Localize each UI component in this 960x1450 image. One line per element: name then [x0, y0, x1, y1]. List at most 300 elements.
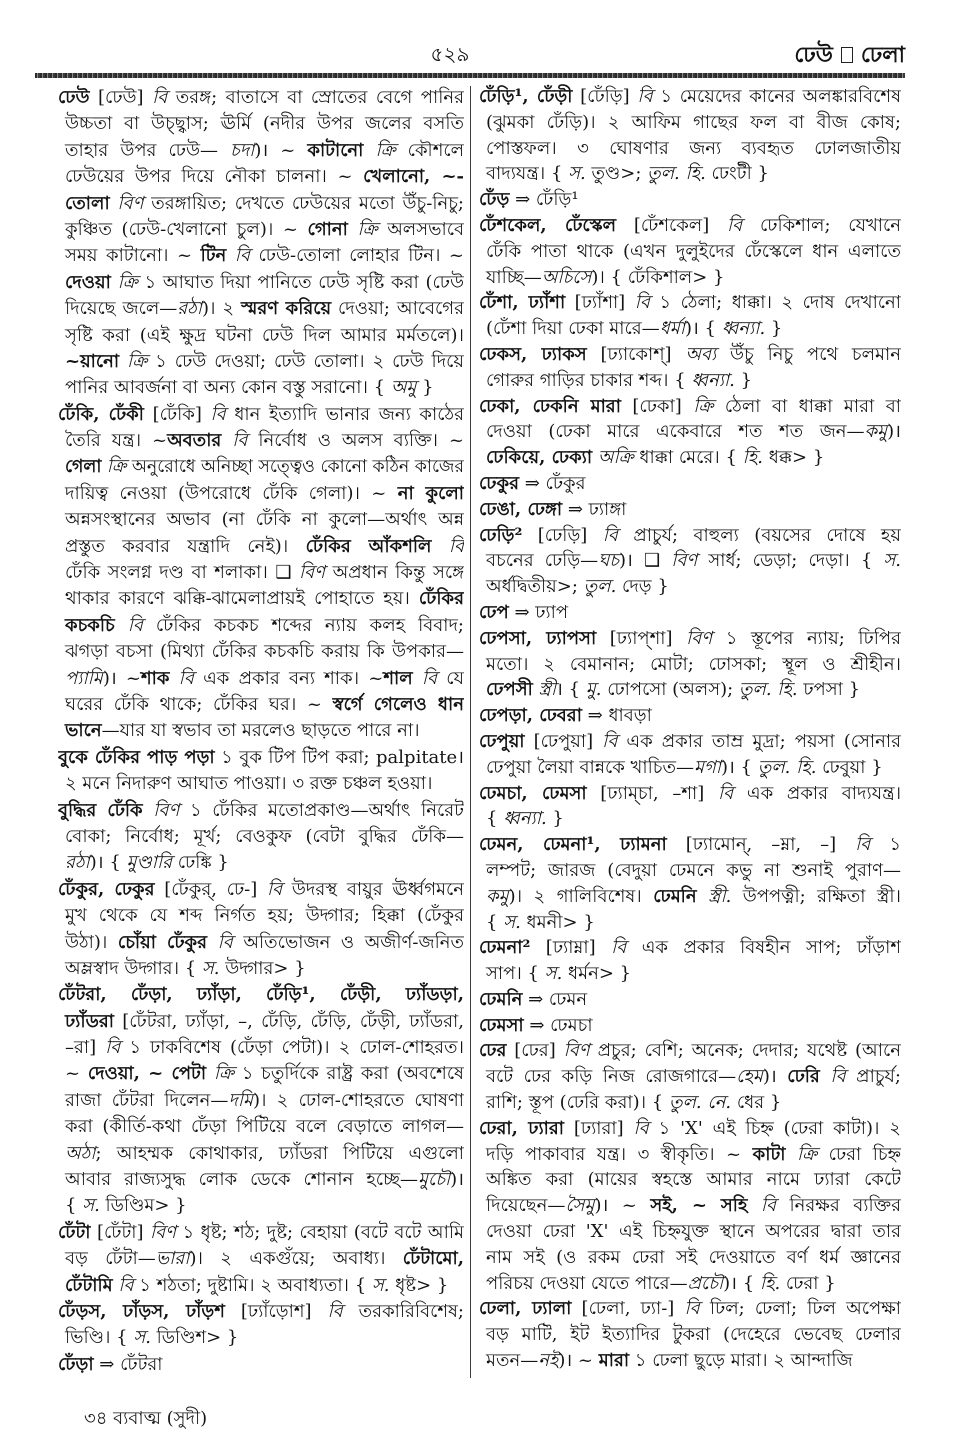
entry-line	[479, 806, 901, 832]
entry-line	[58, 771, 464, 797]
entry-line	[479, 187, 901, 213]
dictionary-entry	[479, 84, 901, 187]
italic-label: বিণ	[671, 550, 698, 572]
dictionary-entry	[479, 471, 901, 497]
definition-text: পানির আবর্জনা বা অন্য কোন বস্তু সরানো। {	[65, 377, 391, 399]
italic-label: বি	[448, 535, 464, 557]
entry-line-text	[486, 110, 901, 136]
entry-line	[479, 84, 901, 110]
entry-line	[58, 1325, 464, 1351]
italic-label: দমি	[228, 1089, 253, 1111]
italic-label: বি	[105, 1037, 121, 1059]
entry-line-text	[65, 1167, 464, 1193]
italic-label: ধ্বন্যা.	[691, 369, 735, 391]
italic-label: অব্য	[685, 343, 717, 365]
italic-label: ক্রি	[796, 1143, 818, 1165]
italic-label: বি	[152, 87, 168, 108]
entry-line	[479, 935, 901, 961]
entry-line	[479, 652, 901, 678]
entry-line	[479, 1193, 901, 1219]
definition-text: দেওয়া; আবেগের	[331, 298, 464, 320]
entry-line-text	[65, 534, 464, 560]
definition-text: ধমনী> }	[520, 911, 595, 933]
definition-text: ⇒ ঢেমচা	[523, 1014, 593, 1036]
entry-line	[479, 677, 901, 703]
dictionary-entry	[479, 1013, 901, 1039]
dictionary-entry	[58, 798, 464, 877]
entry-line-text	[479, 600, 568, 626]
entry-line-text	[65, 454, 464, 480]
headword-text: ঢ্যাঁডরা	[65, 1010, 114, 1032]
entry-line-text	[486, 1090, 781, 1116]
definition-text: ⇒ ধাবড়া	[581, 705, 652, 727]
italic-label: অমু	[390, 377, 417, 399]
definition-text	[431, 536, 448, 557]
headword-text: গোনা	[307, 218, 348, 240]
definition-text: বচনের ঢেড়ি—	[486, 550, 599, 572]
italic-label: বি	[717, 782, 734, 804]
italic-label: তুল. হি.	[757, 756, 817, 778]
definition-text: ; আহম্মক কোথাকার, ঢ্যাঁডরা পিটিয়ে এগুলো	[95, 1142, 464, 1164]
definition-text: কৌশলে	[395, 139, 464, 161]
entry-line	[58, 296, 464, 322]
italic-label: বি	[421, 667, 438, 689]
definition-text: ১ ঢাকবিশেষ (ঢেঁড়া পেটা)। ২ ঢোল-শোহরত।	[120, 1037, 464, 1059]
entry-line	[58, 1009, 464, 1035]
definition-text: ঘরের ঢেঁকি থাকে; ঢেঁকির ঘর। ~	[65, 693, 333, 715]
definition-text: ~	[65, 1063, 88, 1085]
definition-text: ধাক্কা মেরে। {	[633, 447, 743, 469]
definition-text: মতন—	[486, 1350, 539, 1372]
definition-text: ঢেউ-তোলা লোহার টিন। ~	[249, 245, 464, 267]
definition-text: উদ্গার> }	[219, 957, 306, 979]
italic-label: ক্রি	[127, 350, 148, 372]
definition-text: বড় মাটি, ইট ইত্যাদির টুকরা (দেহেরে ভেবেছ ঢেলার	[486, 1324, 901, 1346]
entry-line	[479, 755, 901, 781]
definition-text: ধের }	[731, 1092, 782, 1114]
headword-text: ঢের	[479, 1040, 507, 1062]
italic-label: কমু	[486, 885, 509, 907]
definition-text: পোস্তফল। ৩ ঘোষণার জন্য ব্যবহৃত ঢোলজাতীয়	[486, 137, 901, 159]
printer-signature: ৩৪ ব্যবাত্ম (সুদী)	[84, 1408, 208, 1429]
definition-text	[820, 1066, 831, 1087]
definition-text: অর্ধদ্বিতীয়>;	[486, 576, 584, 598]
definition-text: {	[486, 808, 504, 830]
entry-line	[58, 1273, 464, 1299]
headword-text: তোলা	[65, 192, 110, 214]
italic-label: হি.	[742, 447, 763, 469]
entry-line-text	[65, 1193, 187, 1219]
definition-text: আবার রাজ্যসুদ্ধ লোক ডেকে শোনান হচ্ছে—	[65, 1169, 419, 1191]
entry-line	[58, 903, 464, 929]
definition-text: ১ স্তূপের ন্যায়; ঢিপির	[712, 627, 901, 649]
italic-label: ঘচ	[598, 550, 620, 572]
entry-line-text	[65, 771, 432, 797]
definition-text: ঢেংটী }	[705, 163, 769, 185]
entry-line-text	[479, 1013, 593, 1039]
italic-label: স.	[568, 163, 586, 185]
headword-text: ঢেঁটা	[58, 1221, 91, 1243]
italic-label: প্রচৌ	[687, 1272, 724, 1294]
entry-line-text	[65, 1325, 238, 1351]
definition-text: ১ আঘাত দিয়া পানিতে ঢেউ সৃষ্টি করা (ঢেউ	[137, 271, 464, 293]
entry-line	[479, 703, 901, 729]
definition-text: ১ ধৃষ্ট; শঠ; দুষ্ট; বেহায়া (বটে বটে আমি	[176, 1221, 464, 1243]
entry-line	[58, 454, 464, 480]
italic-label: কমু	[864, 421, 888, 443]
definition-text: । {	[556, 679, 586, 701]
dictionary-entry	[479, 781, 901, 833]
definition-text: ১ বুক টিপ টিপ করা; palpitate।	[214, 746, 464, 768]
entry-line-text	[486, 755, 883, 781]
dictionary-entry	[479, 523, 901, 600]
dictionary-entry	[479, 626, 901, 703]
entry-line-text	[479, 394, 901, 420]
entry-line-text	[65, 1246, 464, 1272]
entry-line-text	[486, 884, 901, 910]
dictionary-entry	[479, 832, 901, 935]
definition-text	[226, 245, 235, 266]
headword-text: ঢেমসা	[479, 1014, 524, 1036]
definition-text	[206, 1063, 214, 1084]
definition-text: থাকার কারণে ঝক্কি-ঝামেলাপ্রায়ই পোহাতে হয়।	[65, 588, 419, 610]
definition-text: ঠেলা বা ধাক্কা মারা বা	[713, 395, 901, 417]
italic-label: বি	[760, 1195, 777, 1217]
definition-text: মতো। ২ বেমানান; মোটা; ঢোসকা; স্থূল ও শ্রীহীন।	[486, 653, 901, 675]
definition-text: ঢেঁকির কচকচ শব্দের ন্যায় কলহ বিবাদ;	[142, 614, 464, 636]
entry-line	[479, 884, 901, 910]
entry-line	[58, 1035, 464, 1061]
definition-text: )। {	[89, 852, 127, 874]
definition-text	[207, 932, 218, 953]
definition-text: [ঢ্যারা]	[564, 1117, 634, 1139]
headword-text: না কুলো	[397, 482, 464, 504]
entry-line	[58, 164, 464, 190]
entry-line-text	[486, 1271, 836, 1297]
definition-text: নাম সই (ও রকম ঢেরা সই দেওয়াতে বর্ণ ধর্ম জ্ঞানের	[486, 1246, 901, 1268]
definition-text: ধৃষ্ট> }	[389, 1274, 449, 1296]
entry-line	[58, 1193, 464, 1219]
entry-line	[479, 1348, 901, 1374]
definition-text: ঢেঁকি পাতা থাকে (এখন দুলুইদের ঢেঁস্কেলে ধান এলাতে	[486, 240, 901, 262]
definition-text	[221, 430, 232, 451]
definition-text: )। ২ গালিবিশেষ।	[508, 885, 654, 907]
entry-line-text	[65, 666, 464, 692]
entry-line	[479, 497, 901, 523]
entry-line-text	[58, 982, 464, 1008]
definition-text: প্রস্তুত করবার যন্ত্রাদি নেই)।	[65, 535, 306, 557]
definition-text: কুঞ্চিত (ঢেউ-খেলানো চুল)। ~	[65, 218, 308, 240]
definition-text: (ঝুমকা ঢেঁড়ি)। ২ আফিম গাছের ফল বা বীজ কোষ;	[486, 111, 901, 133]
definition-text: তরকারিবিশেষ;	[342, 1300, 464, 1322]
definition-text	[119, 351, 127, 372]
italic-label: বি	[684, 1298, 700, 1320]
headword-text: ঢেউ	[58, 87, 90, 108]
entry-line-text	[486, 806, 564, 832]
entry-line	[58, 349, 464, 375]
definition-text: প্রাচুর্য;	[845, 1066, 901, 1088]
italic-label: মু.	[585, 679, 602, 701]
italic-label: স.	[503, 911, 521, 933]
entry-line-text	[479, 187, 579, 213]
entry-line	[58, 1167, 464, 1193]
headword-text: বুদ্ধির ঢেঁকি	[58, 799, 143, 821]
entry-line-text	[65, 639, 464, 665]
headword-text: ঢেমন, ঢেমনা¹, ঢ্যামনা	[479, 834, 667, 856]
italic-label: বি	[210, 403, 226, 425]
italic-label: স.	[544, 963, 563, 985]
italic-label: বিণ	[563, 1040, 590, 1062]
entry-line	[58, 1088, 464, 1114]
entry-line	[479, 729, 901, 755]
italic-label: স.	[371, 1274, 390, 1296]
italic-label: হেম	[736, 1066, 763, 1088]
italic-label: বি	[178, 667, 194, 689]
entry-line-text	[65, 956, 306, 982]
definition-text: [ঢেপুয়া]	[524, 730, 603, 752]
definition-text: [ঢেলা, ঢ্যা-]	[571, 1298, 685, 1320]
entry-line	[479, 781, 901, 807]
italic-label: স্ত্রী.	[708, 885, 732, 907]
italic-label: রঠা	[65, 852, 90, 874]
entry-line	[58, 375, 464, 401]
definition-text: ১ শঠতা; দুষ্টামি। ২ অবাধ্যতা। {	[133, 1274, 372, 1296]
italic-label: ক্রি	[693, 395, 714, 417]
entry-line	[58, 481, 464, 507]
italic-label: ক্রি	[357, 218, 378, 240]
entry-line-text	[65, 1035, 464, 1061]
italic-label: ক্রি	[213, 1063, 235, 1085]
entry-line-text	[65, 111, 464, 137]
headword-text: দেওয়া, ~ পেটা	[87, 1063, 207, 1085]
definition-text: [ঢের]	[506, 1040, 564, 1062]
definition-text: ⇒ ঢেঁড়ি¹	[509, 189, 579, 211]
headword-text: ঢেপুয়া	[479, 730, 525, 752]
dictionary-entry	[58, 1220, 464, 1299]
definition-text	[115, 615, 128, 636]
italic-label: স.	[883, 550, 901, 572]
entry-line	[479, 548, 901, 574]
definition-text: তাহার উপর ঢেউ—	[65, 139, 230, 161]
entry-line-text	[65, 481, 464, 507]
entry-line	[58, 1299, 464, 1325]
guide-separator-box-icon	[841, 47, 853, 63]
definition-text: ঢিল; ঢেলা; ঢিল অপেক্ষা	[699, 1298, 901, 1320]
italic-label: মগা	[693, 756, 721, 778]
headword-text: ঢেকা, ঢেকনি মারা	[479, 395, 621, 417]
entry-line	[58, 111, 464, 137]
definition-text: প্রাচুর্য; বাহুল্য (বয়সের দোষে হয়	[617, 524, 901, 546]
dictionary-entry	[58, 982, 464, 1220]
definition-text: উচ্চতা বা উচ্ছ্বাস; ঊর্মি (নদীর উপর জলের বসতি	[65, 113, 464, 135]
entry-line-text	[58, 1220, 464, 1246]
definition-text: }	[765, 318, 783, 340]
entry-line-text	[486, 239, 901, 265]
entry-line	[58, 1220, 464, 1246]
entry-line	[58, 323, 464, 349]
entry-line	[58, 402, 464, 428]
entry-line	[58, 534, 464, 560]
entry-line	[58, 798, 464, 824]
entry-line	[58, 507, 464, 533]
entry-line-text	[65, 930, 464, 956]
entry-line	[479, 523, 901, 549]
headword-text: ঢেমচা, ঢেমসা	[479, 782, 587, 804]
italic-label: বিণ	[149, 1221, 177, 1243]
headword-text: ঢেঁশকেল, ঢেঁস্কেল	[479, 214, 617, 236]
definition-text: ১ চতুর্দিকে রাষ্ট্র করা (অবশেষে	[234, 1063, 464, 1085]
dictionary-entry	[479, 290, 901, 342]
definition-text	[697, 886, 708, 907]
definition-text: [ঢেঁকি]	[143, 403, 211, 425]
definition-text: ধর্মন> }	[562, 963, 632, 985]
definition-text: (ঢেঁশা দিয়া ঢেকা মারে—	[486, 318, 660, 340]
dictionary-entry	[479, 935, 901, 987]
entry-line	[479, 1116, 901, 1142]
definition-text: ঢোপসো (অলস);	[601, 679, 739, 701]
entry-line-text	[479, 84, 901, 110]
entry-line	[58, 560, 464, 586]
definition-text: )। ~	[594, 1195, 651, 1217]
headword-text: কচকচি	[65, 614, 115, 636]
dictionary-entry	[479, 342, 901, 394]
definition-text: [ঢেড়ি]	[522, 524, 603, 546]
dictionary-entry	[479, 1296, 901, 1373]
entry-line	[479, 1322, 901, 1348]
entry-line-text	[479, 1296, 901, 1322]
left-column	[58, 85, 464, 1378]
headword-text: ঢেমনি	[653, 885, 697, 907]
headword-text: ঢেপ	[479, 601, 509, 623]
entry-line-text	[65, 824, 464, 850]
italic-label: বি	[727, 214, 743, 236]
definition-text: )। {	[723, 1272, 760, 1294]
entry-line	[58, 217, 464, 243]
headword-text: দেওয়া	[65, 271, 111, 293]
definition-text	[747, 1195, 760, 1216]
entry-line	[479, 832, 901, 858]
italic-label: বি	[234, 245, 250, 267]
entry-line	[479, 136, 901, 162]
entry-line-text	[65, 560, 464, 586]
definition-text: এক প্রকার বন্য শাক। ~	[193, 667, 384, 689]
definition-text: [ঢেকা]	[620, 395, 694, 417]
definition-text: তুণ্ড>;	[585, 163, 648, 185]
entry-line-text	[479, 342, 901, 368]
entry-line	[479, 110, 901, 136]
entry-line-text	[486, 1245, 901, 1271]
definition-text: )। {	[684, 318, 722, 340]
definition-text: ঢেরা }	[780, 1272, 836, 1294]
headword-text: ঢেঁকির	[418, 588, 464, 610]
entry-line-text	[58, 745, 464, 771]
headword-text: গেলা	[65, 456, 102, 478]
entry-line-text	[65, 164, 464, 190]
definition-text: বোকা; নির্বোধ; মূর্খ; বেওকুফ (বেটা বুদ্ধির ঢেঁকি—	[65, 825, 464, 847]
entry-line-text	[486, 161, 769, 187]
definition-text: ঢেউয়ের উপর দিয়ে নৌকা চালনা। ~	[65, 166, 364, 188]
entry-line	[479, 394, 901, 420]
entry-line	[58, 692, 464, 718]
definition-text: )। { ঢেঁকিশাল> }	[591, 266, 725, 288]
definition-text: দায়িত্ব নেওয়া (উপরোধে ঢেঁকি গেলা)। ~	[65, 482, 398, 504]
italic-label: বিণ	[686, 627, 713, 649]
definition-text: ভিণ্ডি। {	[65, 1327, 134, 1349]
definition-text: )। ২	[202, 298, 242, 320]
definition-text: ⇒ ঢেমন	[522, 988, 588, 1010]
entry-line-text	[65, 1141, 464, 1167]
dictionary-entry	[58, 1352, 464, 1378]
headword-text: খেলানো, ~-	[363, 166, 464, 188]
definition-text: [ঢেউ]	[89, 87, 153, 108]
headword-text: শাল	[383, 667, 413, 689]
definition-text: [ঢেঁকুর্, ঢে-]	[154, 878, 267, 900]
entry-line-text	[65, 613, 464, 639]
entry-line-text	[486, 265, 724, 291]
definition-text: )।	[450, 1169, 464, 1191]
dictionary-entry	[479, 213, 901, 290]
dictionary-entry	[58, 1299, 464, 1352]
entry-line-text	[486, 445, 824, 471]
entry-line-text	[486, 1219, 901, 1245]
italic-label: বিণ	[117, 192, 144, 214]
entry-line-text	[486, 574, 669, 600]
entry-line	[479, 600, 901, 626]
dictionary-entry	[479, 729, 901, 781]
entry-line-text	[479, 290, 901, 316]
entry-line-text	[65, 1088, 464, 1114]
entry-line	[479, 1013, 901, 1039]
entry-line	[479, 239, 901, 265]
entry-line	[479, 574, 901, 600]
definition-text: ⇒ ঢ্যাঙ্গা	[562, 498, 627, 520]
entry-line	[58, 982, 464, 1008]
dictionary-entry	[58, 877, 464, 983]
definition-text: অলসভাবে	[377, 218, 464, 240]
headword-text: ঢেঁকুর, ঢেকুর	[58, 878, 155, 900]
definition-text: ঝগড়া বচসা (মিথ্যা ঢেঁকির কচকচি করায় কি উপকার—	[65, 641, 464, 663]
definition-text: )। ২ একগুঁয়ে; অবাধ্য।	[189, 1248, 403, 1270]
entry-line-text	[486, 652, 901, 678]
entry-line	[479, 445, 901, 471]
definition-text	[363, 140, 375, 161]
entry-line	[479, 265, 901, 291]
definition-text: ২ মনে নিদারুণ আঘাত পাওয়া। ৩ রক্ত চঞ্চল হওয়া।	[65, 773, 433, 795]
definition-text: ১ ঢেঁকির মতোপ্রকাণ্ড—অর্থাৎ নিরেট	[179, 799, 464, 821]
definition-text: {	[486, 911, 504, 933]
definition-text: অন্নসংস্থানের অভাব (না ঢেঁকি না কুলো—অর্থাৎ অন্ন	[65, 509, 464, 531]
entry-line	[479, 1271, 901, 1297]
italic-label: তুল. হি.	[647, 163, 706, 185]
italic-label: বিণ	[153, 799, 180, 821]
italic-label: বি	[633, 1117, 649, 1139]
italic-label: বি	[327, 1300, 343, 1322]
entry-line	[479, 290, 901, 316]
headword-text: ঢেঁকি, ঢেঁকী	[58, 403, 144, 425]
definition-text: ১ ঠেলা; ধাক্কা। ২ দোষ দেখানো	[649, 292, 901, 314]
entry-line	[58, 930, 464, 956]
italic-label: বি	[602, 730, 618, 752]
headword-text: কাটা	[752, 1143, 786, 1165]
italic-label: ধ্বন্যা.	[721, 318, 766, 340]
headword-text: ঢেঁটামো,	[402, 1248, 464, 1270]
definition-text: ⇒ ঢেঁটরা	[93, 1353, 163, 1375]
definition-text: )। ~	[102, 667, 141, 689]
entry-line-text	[486, 316, 782, 342]
definition-text: গোরুর গাড়ির চাকার শব্দ। {	[486, 369, 692, 391]
entry-line-text	[65, 191, 464, 217]
italic-label: রঠা	[177, 298, 203, 320]
